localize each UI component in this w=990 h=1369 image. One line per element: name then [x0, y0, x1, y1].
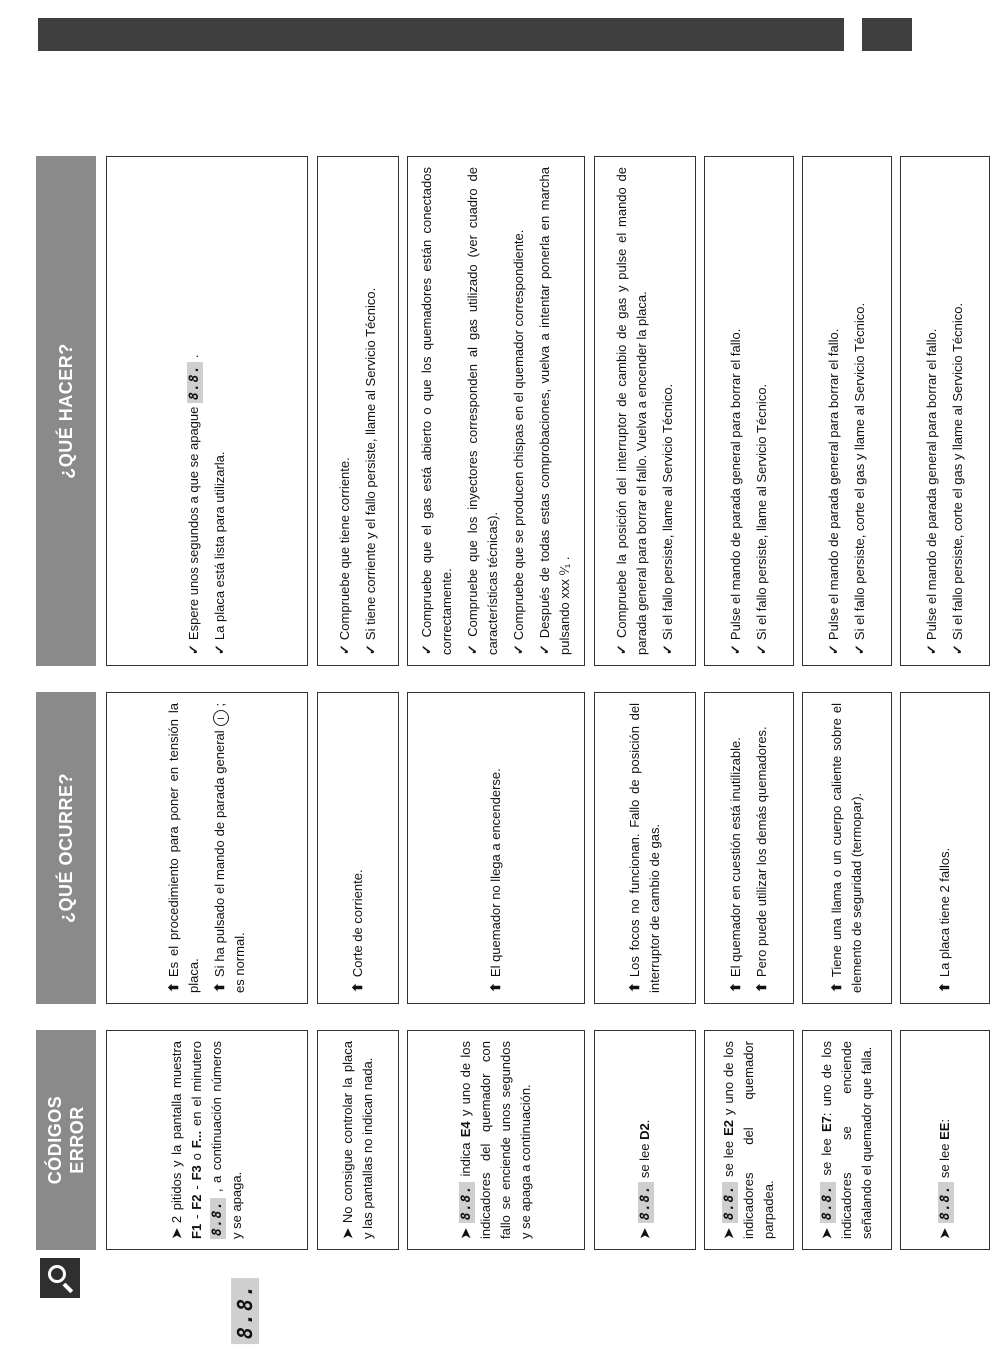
what-cell-7: ⬆La placa tiene 2 fallos.: [900, 692, 990, 1004]
header-codes: CÓDIGOS ERROR: [36, 1030, 96, 1250]
display-digits: 8.8.: [938, 1182, 954, 1223]
display-digits: 8.8.: [638, 1182, 654, 1223]
what-cell-1: ⬆Es el procedimiento para poner en tensión la placa. ⬆Si ha pulsado el mando de parada general I ; es normal.: [106, 692, 308, 1004]
what-cell-6: ⬆Tiene una llama o un cuerpo caliente sobre el elemento de seguridad (termopar).: [802, 692, 892, 1004]
display-digits: 8.8.: [187, 362, 203, 403]
magnifier-icon: [40, 1258, 80, 1298]
display-legend: 8.8.: [231, 1278, 259, 1344]
do-cell-3: ✓Compruebe que el gas está abierto o que los quemadores están conectados correctamente. ✓Compruebe que los inyectores corresponden al gas utilizado (ver cuadro de características técnicas). ✓Compruebe que se producen chispas en el quemador correspondiente. ✓Después de todas estas comprobaciones, vuelva a intentar ponerla en marcha pulsando xxx ⁰⁄₁ .: [407, 156, 585, 666]
codes-column: [36, 1030, 953, 1250]
display-digits: 8.8.: [459, 1182, 475, 1223]
what-happens-column: [36, 692, 952, 1004]
onoff-key-icon: ⁰⁄₁: [557, 563, 572, 576]
what-to-do-column: [36, 156, 965, 666]
code-cell-4: ➤8.8. se lee D2.: [594, 1030, 696, 1250]
error-codes-table: [36, 156, 965, 1250]
code-cell-1: ➤2 pitidos y la pantalla muestra F1 - F2 - F3 o F... en el minutero 8.8. , a continuación números y se apaga.: [106, 1030, 308, 1250]
display-digits: 8.8.: [210, 1198, 226, 1239]
do-cell-7: ✓Pulse el mando de parada general para borrar el fallo. ✓Si el fallo persiste, corte el gas y llame al Servicio Técnico.: [900, 156, 990, 666]
do-cell-1: ✓Espere unos segundos a que se apague 8.8. . ✓La placa está lista para utilizarla.: [106, 156, 308, 666]
code-cell-6: ➤8.8. se lee E7: uno de los indicadores se enciende señalando el quemador que falla.: [802, 1030, 892, 1250]
code-cell-2: ➤No consigue controlar la placa y las pantallas no indican nada.: [317, 1030, 399, 1250]
code-cell-7: ➤8.8. se lee EE:: [900, 1030, 990, 1250]
onoff-icon: I: [213, 710, 229, 726]
what-cell-2: ⬆Corte de corriente.: [317, 692, 399, 1004]
do-cell-2: ✓Compruebe que tiene corriente. ✓Si tiene corriente y el fallo persiste, llame al Servicio Técnico.: [317, 156, 399, 666]
display-digits: 8.8.: [820, 1182, 836, 1223]
do-cell-6: ✓Pulse el mando de parada general para borrar el fallo. ✓Si el fallo persiste, corte el gas y llame al Servicio Técnico.: [802, 156, 892, 666]
code-cell-5: ➤8.8. se lee E2 y uno de los indicadores del quemador parpadea.: [704, 1030, 794, 1250]
page-tab-marker: [862, 18, 912, 51]
top-header-bar: [38, 18, 844, 51]
what-cell-5: ⬆El quemador en cuestión está inutilizable. ⬆Pero puede utilizar los demás quemadores.: [704, 692, 794, 1004]
do-cell-4: ✓Compruebe la posición del interruptor de cambio de gas y pulse el mando de parada general para borrar el fallo. Vuelva a encender la placa. ✓Si el fallo persiste, llame al Servicio Técnico.: [594, 156, 696, 666]
what-cell-3: ⬆El quemador no llega a encenderse.: [407, 692, 585, 1004]
code-cell-3: ➤8.8. indica E4 y uno de los indicadores del quemador con fallo se enciende unos segundos y se apaga a continuación.: [407, 1030, 585, 1250]
what-cell-4: ⬆Los focos no funcionan. Fallo de posición del interruptor de cambio de gas.: [594, 692, 696, 1004]
header-what-happens: ¿QUÉ OCURRE?: [36, 692, 96, 1004]
header-what-to-do: ¿QUÉ HACER?: [36, 156, 96, 666]
do-cell-5: ✓Pulse el mando de parada general para borrar el fallo. ✓Si el fallo persiste, llame al Servicio Técnico.: [704, 156, 794, 666]
display-digits: 8.8.: [722, 1182, 738, 1223]
